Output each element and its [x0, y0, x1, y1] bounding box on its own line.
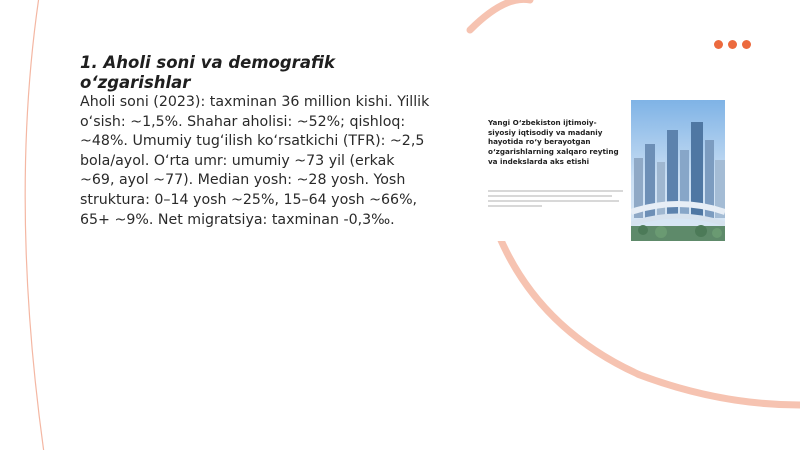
- document-thumbnail-placeholder-lines: [488, 190, 623, 210]
- city-skyline-icon: [631, 100, 725, 241]
- dot: [714, 40, 723, 49]
- document-thumbnail-title: Yangi O‘zbekiston ijtimoiy-siyosiy iqtisodiy va madaniy hayotida ro‘y berayotgan o‘zgarishlarning xalqaro reyting va indekslarda aks etishi: [488, 118, 619, 166]
- left-arc-line: [25, 0, 45, 450]
- dots-icon: [714, 40, 751, 49]
- bottom-arc-stroke: [500, 238, 800, 405]
- top-arc-stroke: [470, 0, 530, 30]
- slide-body-text: Aholi soni (2023): taxminan 36 million kishi. Yillik o‘sish: ~1,5%. Shahar aholisi: ~52%; qishloq: ~48%. Umumiy tug‘ilish ko‘rsatkichi (TFR): ~2,5 bola/ayol. O‘rta umr: umumiy ~73 yil (erkak ~69, ayol ~77). Median yosh: ~28 yosh. Yosh struktura: 0–14 yosh ~25%, 15–64 yosh ~66%, 65+ ~9%. Net migratsiya: taxminan -0,3‰.: [80, 94, 430, 228]
- slide-title: 1. Aholi soni va demografik o‘zgarishlar: [80, 53, 335, 92]
- dot: [742, 40, 751, 49]
- dot: [728, 40, 737, 49]
- document-thumbnail: [482, 100, 725, 241]
